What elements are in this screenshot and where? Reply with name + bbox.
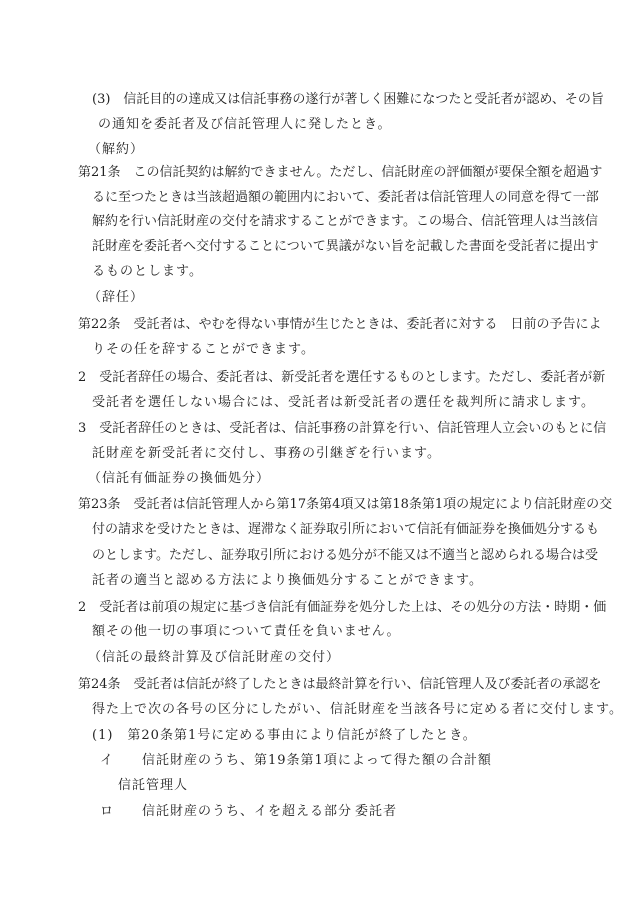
article-22-line: 受託者を選任しない場合には、受託者は新受託者の選任を裁判所に請求します。 bbox=[92, 395, 595, 410]
article-22-line: 2 受託者辞任の場合、委託者は、新受託者を選任するものとします。ただし、委託者が新 bbox=[78, 370, 606, 385]
article-24-line: 第24条 受託者は信託が終了したときは最終計算を行い、信託管理人及び委託者の承認を bbox=[78, 677, 602, 692]
article-24-heading: （信託の最終計算及び信託財産の交付） bbox=[88, 650, 341, 665]
article-24-line: 得た上で次の各号の区分にしたがい、信託財産を当該各号に定める者に交付します。 bbox=[92, 702, 623, 717]
article-23-line: 2 受託者は前項の規定に基づき信託有価証券を処分した上は、その処分の方法・時期・価 bbox=[78, 600, 607, 615]
article-22-heading: （辞任） bbox=[88, 290, 145, 305]
article-22-line: 第22条 受託者は、やむを得ない事情が生じたときは、委託者に対する 日前の予告によ bbox=[78, 317, 602, 332]
article-21-line: るものとします。 bbox=[92, 264, 203, 279]
article-21-line: 第21条 この信託契約は解約できません。ただし、信託財産の評価額が要保全額を超過す bbox=[78, 165, 603, 180]
article-24-sub-ro-recipient: 委託者 bbox=[355, 804, 398, 819]
article-24-sub-ro: ロ 信託財産のうち、イを超える部分 bbox=[100, 804, 353, 819]
article-23-line: 第23条 受託者は信託管理人から第17条第4項又は第18条第1項の規定により信託財産の交 bbox=[78, 497, 613, 512]
article-24-item-1: (1) 第20条第1号に定める事由により信託が終了したとき。 bbox=[92, 728, 477, 743]
article-23-line: のとします。ただし、証券取引所における処分が不能又は不適当と認められる場合は受 bbox=[92, 548, 598, 563]
article-22-line: 3 受託者辞任のときは、受託者は、信託事務の計算を行い、信託管理人立会いのもとに信 bbox=[78, 421, 607, 436]
article-22-line: 託財産を新受託者に交付し、事務の引継ぎを行います。 bbox=[92, 446, 441, 461]
article-21-line: るに至つたときは当該超過額の範囲内において、委託者は信託管理人の同意を得て一部 bbox=[92, 190, 599, 205]
article-21-line: 解約を行い信託財産の交付を請求することができます。この場合、信託管理人は当該信 bbox=[92, 214, 598, 229]
article-21-heading: （解約） bbox=[88, 142, 145, 157]
article-20-item-3-line: の通知を委託者及び信託管理人に発したとき。 bbox=[98, 117, 392, 132]
article-21-line: 託財産を委託者へ交付することについて異議がない旨を記載した書面を受託者に提出す bbox=[92, 239, 599, 254]
article-23-line: 付の請求を受けたときは、遅滞なく証券取引所において信託有価証券を換価処分するも bbox=[92, 522, 600, 537]
article-24-sub-i-recipient: 信託管理人 bbox=[118, 778, 189, 793]
article-23-line: 託者の適当と認める方法により換価処分することができます。 bbox=[92, 573, 483, 588]
article-20-item-3-line: (3) 信託目的の達成又は信託事務の遂行が著しく困難になつたと受託者が認め、その旨 bbox=[92, 92, 604, 107]
article-24-sub-i: イ 信託財産のうち、第19条第1項によって得た額の合計額 bbox=[100, 753, 492, 768]
article-22-line: りその任を辞することができます。 bbox=[92, 342, 315, 357]
article-23-heading: （信託有価証券の換価処分） bbox=[88, 471, 271, 486]
article-23-line: 額その他一切の事項について責任を負いません。 bbox=[92, 624, 401, 639]
